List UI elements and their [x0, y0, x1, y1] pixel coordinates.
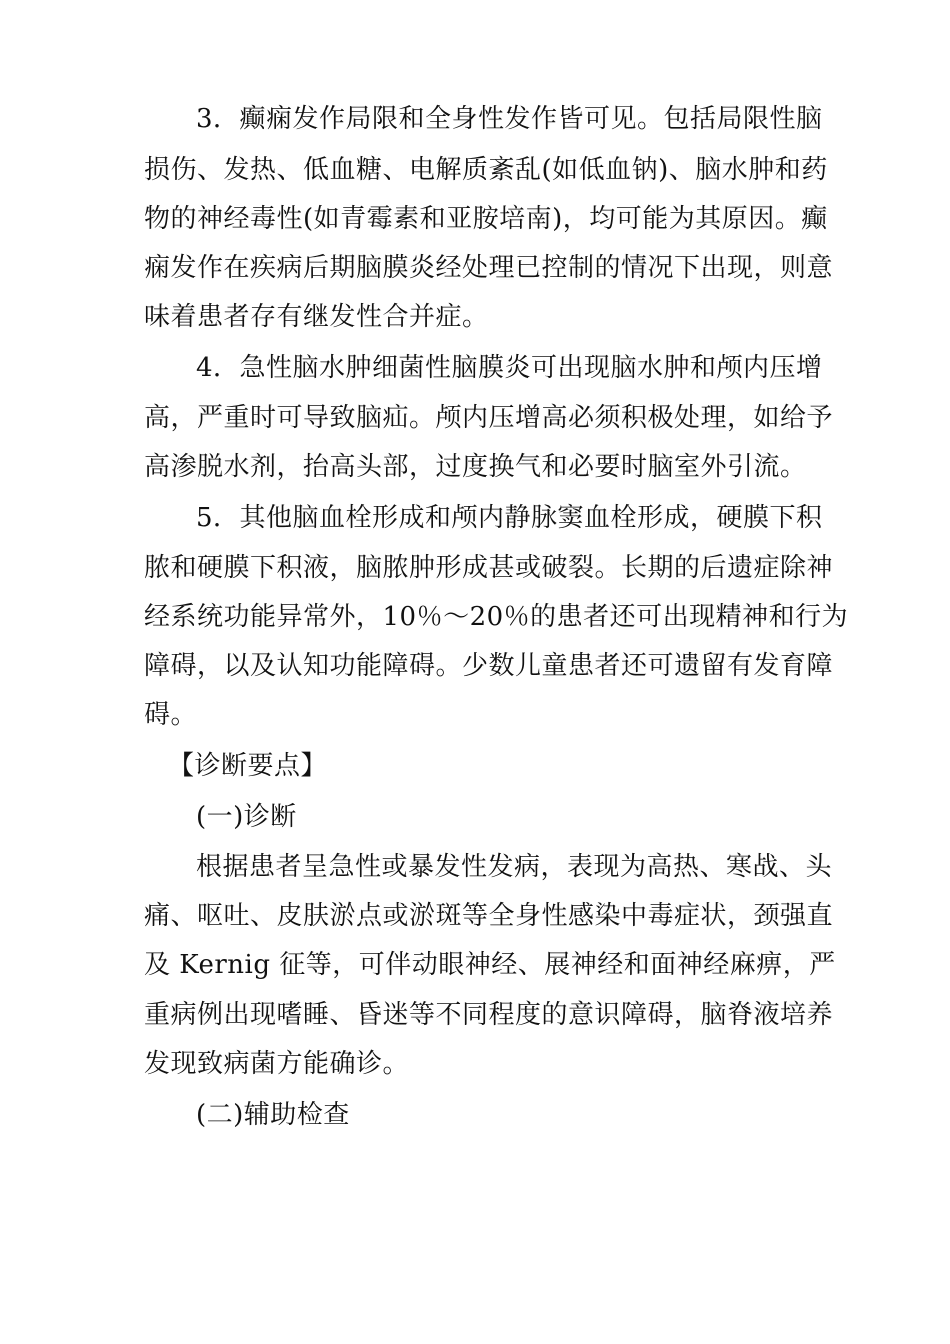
paragraph-3-line-3: 物的神经毒性(如青霉素和亚胺培南)，均可能为其原因。癫	[144, 204, 828, 234]
paragraph-5-line-1: 5．其他脑血栓形成和颅内静脉窦血栓形成，硬膜下积	[196, 503, 823, 533]
paragraph-5-line-3: 经系统功能异常外，10％～20％的患者还可出现精神和行为	[144, 602, 849, 632]
paragraph-3-line-5: 味着患者存有继发性合并症。	[144, 302, 489, 332]
section-heading-diagnosis-points: 【诊断要点】	[168, 751, 328, 781]
paragraph-4-line-2: 高，严重时可导致脑疝。颅内压增高必须积极处理，如给予	[144, 403, 834, 433]
subsection-heading-diagnosis: (一)诊断	[196, 802, 297, 832]
diagnosis-paragraph-line-1: 根据患者呈急性或暴发性发病，表现为高热、寒战、头	[196, 852, 833, 882]
paragraph-5-line-4: 障碍，以及认知功能障碍。少数儿童患者还可遗留有发育障	[144, 651, 834, 681]
diagnosis-paragraph-line-4: 重病例出现嗜睡、昏迷等不同程度的意识障碍，脑脊液培养	[144, 1000, 834, 1030]
paragraph-3-line-1: 3．癫痫发作局限和全身性发作皆可见。包括局限性脑	[196, 104, 823, 134]
paragraph-4-line-1: 4．急性脑水肿细菌性脑膜炎可出现脑水肿和颅内压增	[196, 353, 823, 383]
diagnosis-paragraph-line-5: 发现致病菌方能确诊。	[144, 1049, 410, 1079]
diagnosis-paragraph-line-2: 痛、呕吐、皮肤淤点或淤斑等全身性感染中毒症状，颈强直	[144, 901, 834, 931]
paragraph-5-line-2: 脓和硬膜下积液，脑脓肿形成甚或破裂。长期的后遗症除神	[144, 553, 834, 583]
paragraph-4-line-3: 高渗脱水剂，抬高头部，过度换气和必要时脑室外引流。	[144, 452, 807, 482]
paragraph-5-line-5: 碍。	[144, 700, 198, 730]
paragraph-3-line-2: 损伤、发热、低血糖、电解质紊乱(如低血钠)、脑水肿和药	[144, 155, 828, 185]
paragraph-3-line-4: 痫发作在疾病后期脑膜炎经处理已控制的情况下出现，则意	[144, 253, 834, 283]
subsection-heading-auxiliary-exam: (二)辅助检查	[196, 1100, 350, 1130]
diagnosis-paragraph-line-3: 及 Kernig 征等，可伴动眼神经、展神经和面神经麻痹，严	[144, 950, 836, 980]
